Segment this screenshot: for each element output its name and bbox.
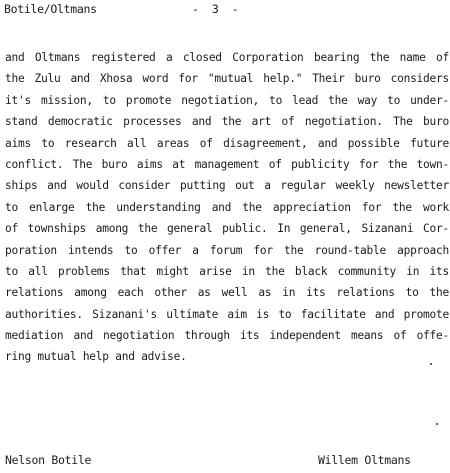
text-line: and Oltmans registered a closed Corporation bearing the name of bbox=[5, 51, 449, 64]
text-line: poration intends to offer a forum for the round-table approach bbox=[5, 243, 449, 257]
text-line: ships and would consider putting out a regular weekly newsletter bbox=[5, 179, 449, 193]
text-line: ring mutual help and advise. bbox=[5, 350, 187, 364]
text-line: to enlarge the understanding and the appreciation for the work bbox=[5, 200, 449, 214]
page-number: - 3 - bbox=[192, 2, 242, 16]
signature-right: Willem Oltmans bbox=[318, 453, 411, 467]
text-line: to all problems that might arise in the black community in its bbox=[5, 264, 449, 278]
text-line: relations among each other as well as in its relations to the bbox=[5, 286, 449, 300]
text-line: the Zulu and Xhosa word for "mutual help." Their buro considers bbox=[5, 72, 449, 86]
text-line: of townships among the general public. In general, Sizanani Cor- bbox=[5, 222, 449, 236]
ink-speck bbox=[430, 363, 432, 365]
text-line: stand democratic processes and the art of negotiation. The buro bbox=[5, 115, 449, 129]
text-line: aims to research all areas of disagreement, and possible future bbox=[5, 136, 449, 150]
header-authors: Botile/Oltmans bbox=[4, 2, 97, 16]
signature-left: Nelson Botile bbox=[5, 453, 92, 467]
body-paragraph bbox=[5, 47, 449, 368]
text-line: conflict. The buro aims at management of publicity for the town- bbox=[5, 157, 449, 171]
text-line: mediation and negotiation through its independent means of offe- bbox=[5, 329, 449, 343]
text-line: authorities. Sizanani's ultimate aim is to facilitate and promote bbox=[5, 307, 449, 321]
ink-speck bbox=[436, 423, 438, 425]
text-line: it's mission, to promote negotiation, to lead the way to under- bbox=[5, 93, 449, 107]
